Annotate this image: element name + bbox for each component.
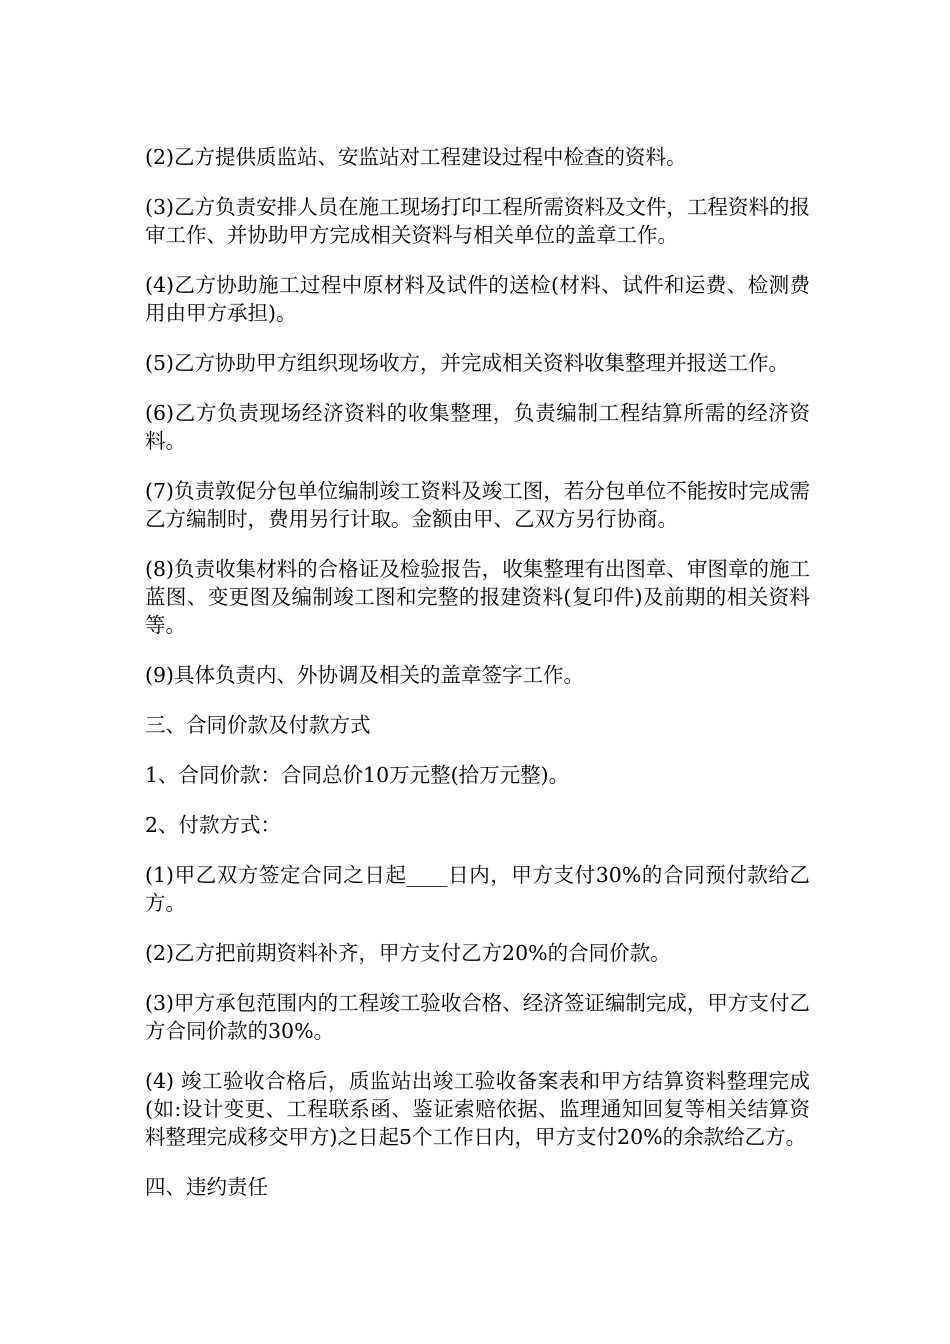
payment-clause-1: (1)甲乙双方签定合同之日起____日内，甲方支付30%的合同预付款给乙方。 (145, 863, 810, 915)
payment-method-item: 2、付款方式： (145, 813, 282, 837)
contract-price-item: 1、合同价款：合同总价10万元整(拾万元整)。 (145, 763, 570, 787)
payment-clause-3: (3)甲方承包范围内的工程竣工验收合格、经济签证编制完成，甲方支付乙方合同价款的30%。 (145, 991, 810, 1043)
clause-8-certificates: (8)负责收集材料的合格证及检验报告，收集整理有出图章、审图章的施工蓝图、变更图及编制竣工图和完整的报建资料(复印件)及前期的相关资料等。 (145, 557, 810, 637)
clause-9-coordination: (9)具体负责内、外协调及相关的盖章签字工作。 (145, 663, 585, 687)
clause-4-material-testing: (4)乙方协助施工过程中原材料及试件的送检(材料、试件和运费、检测费用由甲方承担)。 (145, 273, 810, 325)
document-body (145, 143, 810, 1223)
clause-2-quality-inspection: (2)乙方提供质监站、安监站对工程建设过程中检查的资料。 (145, 145, 687, 169)
clause-7-completion-drawings: (7)负责敦促分包单位编制竣工资料及竣工图，若分包单位不能按时完成需乙方编制时，费用另行计取。金额由甲、乙双方另行协商。 (145, 479, 810, 531)
payment-clause-2: (2)乙方把前期资料补齐，甲方支付乙方20%的合同价款。 (145, 941, 671, 965)
clause-3-document-printing: (3)乙方负责安排人员在施工现场打印工程所需资料及文件，工程资料的报审工作、并协助甲方完成相关资料与相关单位的盖章工作。 (145, 195, 810, 247)
section-heading-liability: 四、违约责任 (145, 1175, 268, 1199)
clause-5-site-acceptance: (5)乙方协助甲方组织现场收方，并完成相关资料收集整理并报送工作。 (145, 351, 790, 375)
clause-6-economic-data: (6)乙方负责现场经济资料的收集整理，负责编制工程结算所需的经济资料。 (145, 401, 810, 453)
section-heading-contract-price: 三、合同价款及付款方式 (145, 713, 371, 737)
payment-clause-4: (4) 竣工验收合格后，质监站出竣工验收备案表和甲方结算资料整理完成(如:设计变更、工程联系函、鉴证索赔依据、监理通知回复等相关结算资料整理完成移交甲方)之日起5个工作日内，甲方支付20%的余款给乙方。 (145, 1069, 810, 1149)
